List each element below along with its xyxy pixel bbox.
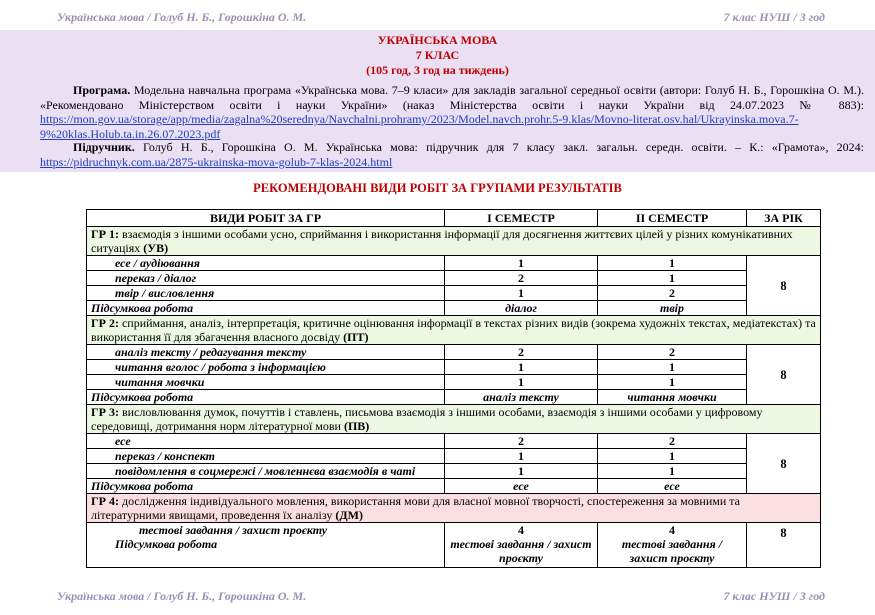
page-header <box>0 0 875 30</box>
summary-label: Підсумкова робота <box>87 390 445 405</box>
table-row <box>87 256 821 271</box>
col-header-types: ВИДИ РОБІТ ЗА ГР <box>87 210 445 227</box>
program-link[interactable]: https://mon.gov.ua/storage/app/media/zagalna%20serednya/Navchalni.prohramy/2023/Model.navch.prohr.5-9.klas/Movno-literat.osv.hal/Ukrayinska.mova.7-9%20klas.Holub.ta.in.26.07.2023.pdf <box>40 112 799 141</box>
sem1-count: 1 <box>445 449 598 464</box>
group-description <box>87 316 821 345</box>
program-label: Програма. <box>73 83 131 97</box>
group-row <box>87 316 821 345</box>
sem2-cell <box>598 523 747 568</box>
sem2-count: 1 <box>598 256 747 271</box>
group-row <box>87 405 821 434</box>
textbook-label: Підручник. <box>73 140 135 154</box>
sem1-count: 4 <box>518 523 524 537</box>
sem1-count: 1 <box>445 256 598 271</box>
group-code: (ДМ) <box>335 508 363 522</box>
year-total: 8 <box>747 256 821 316</box>
table-row <box>87 449 821 464</box>
sem2-count: 1 <box>598 449 747 464</box>
sem1-summary: тестові завдання / захист проєкту <box>450 537 592 565</box>
work-type-name: аналіз тексту / редагування тексту <box>87 345 445 360</box>
table-row <box>87 375 821 390</box>
work-type-name: переказ / конспект <box>87 449 445 464</box>
textbook-text: Голуб Н. Б., Горошкіна О. М. Українська мова: підручник для 7 класу закл. загальн. середн. освіти. – К.: «Грамота», 2024: <box>134 140 864 154</box>
work-type-name: есе / аудіювання <box>87 256 445 271</box>
header-right-text: 7 клас НУШ / 3 год <box>723 10 825 24</box>
work-type-name: повідомлення в соцмережі / мовленнєва взаємодія в чаті <box>87 464 445 479</box>
year-total: 8 <box>747 434 821 494</box>
work-type-name-text: тестові завдання / захист проєкту <box>139 523 328 537</box>
group-row <box>87 227 821 256</box>
summary-label: Підсумкова робота <box>87 479 445 494</box>
sem2-count: 1 <box>598 360 747 375</box>
sem2-count: 1 <box>598 464 747 479</box>
sem1-summary: есе <box>445 479 598 494</box>
group-label: ГР 1: <box>91 227 119 241</box>
group-desc-text: дослідження індивідуального мовлення, використання мови для власної мовної творчості, спостереження за мовними та літературними явищами, проведення їх аналізу <box>91 494 741 522</box>
sem1-summary: аналіз тексту <box>445 390 598 405</box>
sem2-count: 4 <box>669 523 675 537</box>
sem2-count: 2 <box>598 345 747 360</box>
year-total: 8 <box>747 345 821 405</box>
summary-label: Підсумкова робота <box>115 537 218 551</box>
year-total: 8 <box>747 523 821 568</box>
table-row <box>87 523 821 568</box>
table-row <box>87 360 821 375</box>
sem1-summary: діалог <box>445 301 598 316</box>
program-text: Модельна навчальна програма «Українська мова. 7–9 класи» для закладів загальної середньої освіти (автори: Голуб Н. Б., Горошкіна О. М.). «Рекомендовано Міністерством освіти і науки України» (наказ Міністерства освіти і науки України від 24.07.2023 № 883): <box>40 83 864 112</box>
table-row <box>87 434 821 449</box>
group-code: (УВ) <box>143 241 169 255</box>
col-header-year: ЗА РІК <box>747 210 821 227</box>
sem1-cell <box>445 523 598 568</box>
sem1-count: 2 <box>445 271 598 286</box>
footer-right-text: 7 клас НУШ / 3 год <box>723 589 825 603</box>
sem1-count: 1 <box>445 375 598 390</box>
group-description <box>87 405 821 434</box>
sem1-count: 1 <box>445 286 598 301</box>
table-row <box>87 345 821 360</box>
work-type-name <box>87 523 445 568</box>
table-header-row <box>87 210 821 227</box>
sem2-count: 2 <box>598 286 747 301</box>
sem2-count: 1 <box>598 375 747 390</box>
program-paragraph <box>40 83 864 141</box>
header-left-text: Українська мова / Голуб Н. Б., Горошкіна О. М. <box>57 10 307 24</box>
work-type-name: есе <box>87 434 445 449</box>
sem2-count: 1 <box>598 271 747 286</box>
section-title: РЕКОМЕНДОВАНІ ВИДИ РОБІТ ЗА ГРУПАМИ РЕЗУЛЬТАТІВ <box>253 181 622 195</box>
textbook-link[interactable]: https://pidruchnyk.com.ua/2875-ukrainska-mova-golub-7-klas-2024.html <box>40 154 393 169</box>
work-type-name: переказ / діалог <box>87 271 445 286</box>
footer-left-text: Українська мова / Голуб Н. Б., Горошкіна О. М. <box>57 589 307 603</box>
doc-hours: (105 год, 3 год на тиждень) <box>366 63 509 77</box>
doc-grade: 7 КЛАС <box>415 48 460 62</box>
sem2-summary: тестові завдання / захист проєкту <box>621 537 723 565</box>
table-row <box>87 286 821 301</box>
group-desc-text: взаємодія з іншими особами усно, сприймання і використання інформації для досягнення життєвих цілей у різних комунікативних ситуаціях <box>91 227 793 255</box>
group-code: (ПВ) <box>343 419 370 433</box>
summary-row <box>87 301 821 316</box>
group-label: ГР 4: <box>91 494 119 508</box>
table-row <box>87 271 821 286</box>
sem2-summary: есе <box>598 479 747 494</box>
group-description <box>87 494 821 523</box>
sem2-summary: читання мовчки <box>598 390 747 405</box>
summary-row <box>87 390 821 405</box>
summary-label: Підсумкова робота <box>87 301 445 316</box>
table-row <box>87 464 821 479</box>
doc-title: УКРАЇНСЬКА МОВА <box>377 33 498 47</box>
textbook-paragraph <box>40 140 864 169</box>
intro-box <box>0 30 875 172</box>
sem1-count: 2 <box>445 434 598 449</box>
col-header-sem1: І СЕМЕСТР <box>445 210 598 227</box>
sem2-summary: твір <box>598 301 747 316</box>
work-types-table <box>86 209 821 568</box>
work-type-name: твір / висловлення <box>87 286 445 301</box>
group-desc-text: сприймання, аналіз, інтерпретація, критичне оцінювання інформації в текстах різних видів (зокрема художніх текстах, медіатекстах) та використання її для збагачення власного досвіду <box>91 316 816 344</box>
group-label: ГР 3: <box>91 405 119 419</box>
table-body <box>87 227 821 568</box>
work-type-name: читання вголос / робота з інформацією <box>87 360 445 375</box>
group-row <box>87 494 821 523</box>
sem1-count: 2 <box>445 345 598 360</box>
group-description <box>87 227 821 256</box>
col-header-sem2: ІІ СЕМЕСТР <box>598 210 747 227</box>
summary-row <box>87 479 821 494</box>
group-label: ГР 2: <box>91 316 119 330</box>
sem2-count: 2 <box>598 434 747 449</box>
sem1-count: 1 <box>445 360 598 375</box>
work-type-name: читання мовчки <box>87 375 445 390</box>
sem1-count: 1 <box>445 464 598 479</box>
group-desc-text: висловлювання думок, почуттів і ставлень, письмова взаємодія з іншими особами, взаємодія з іншими особами у цифровому середовищі, дотримання норм літературної мови <box>91 405 763 433</box>
group-code: (ПТ) <box>343 330 369 344</box>
